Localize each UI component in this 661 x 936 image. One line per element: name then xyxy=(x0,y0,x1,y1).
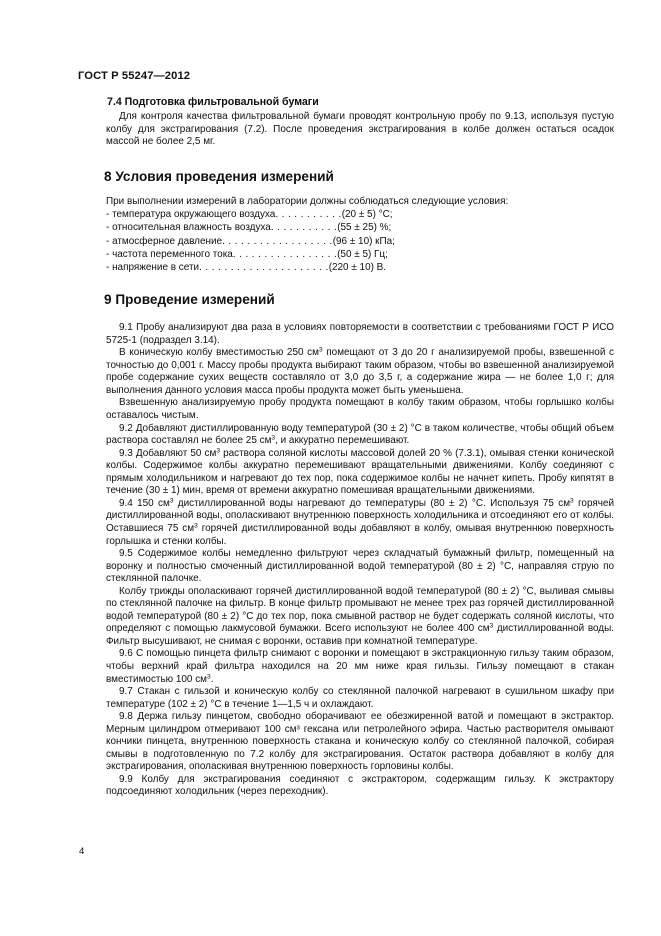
document-header: ГОСТ Р 55247—2012 xyxy=(78,70,191,82)
condition-item xyxy=(106,261,614,274)
paragraph-9-1-placement: Взвешенную анализируемую пробу продукта помещают в колбу таким образом, чтобы горлышко колбы оставалось чистым. xyxy=(106,397,614,422)
condition-value: (220 ± 10) В. xyxy=(328,262,387,273)
section-8-intro: При выполнении измерений в лаборатории должны соблюдаться следующие условия: xyxy=(106,195,509,207)
subsection-7-4-heading: 7.4 Подготовка фильтровальной бумаги xyxy=(107,96,319,108)
page-number: 4 xyxy=(79,846,85,857)
condition-label: - напряжение в сети xyxy=(106,262,200,273)
condition-label: - атмосферное давление xyxy=(106,235,223,247)
section-8-heading: 8 Условия проведения измерений xyxy=(104,168,334,184)
condition-label: - частота переменного тока xyxy=(106,248,233,260)
condition-leader: . . . . . . . . . . . . . . . . . . . . . xyxy=(199,262,329,273)
condition-value: (20 ± 5) °С; xyxy=(341,209,393,221)
condition-item xyxy=(106,248,614,261)
paragraph-9-1-sample: В коническую колбу вместимостью 250 $см^3$ помещают от 3 до 20 г анализируемой пробы, взвешенной с точностью до 0,001 г. Массу пробы продукта выбирают таким образом, чтобы во взвешенной анализируемой пробе содержание сухих веществ составляло от 3,0 до 3,5 г, а содержание жира — не более 1,0 г; для выполнения данного условия масса пробы продукта может быть уменьшена. xyxy=(106,346,614,396)
subsection-7-4-text: Для контроля качества фильтровальной бумаги проводят контрольную пробу по 9.13, используя пустую колбу для экстрагирования (7.2). После проведения экстрагирования в колбе должен остаться осадок массой не более 2,5 мг. xyxy=(106,111,614,148)
paragraph-9-5: 9.5 Содержимое колбы немедленно фильтруют через складчатый бумажный фильтр, помещенный на воронку и полностью смоченный дистиллированной водой температурой (80 ± 2) °С, направляя струю по стеклянной палочке. xyxy=(106,548,614,585)
condition-leader: . . . . . . . . . . . . . . . . . . xyxy=(222,235,333,247)
paragraph-9-7: 9.7 Стакан с гильзой и коническую колбу со стеклянной палочкой нагревают в сушильном шкафу при температуре (102 ± 2) °С в течение 1—1,5 ч и охлаждают. xyxy=(106,686,614,710)
conditions-list xyxy=(106,208,614,274)
condition-value: (96 ± 10) кПа; xyxy=(332,235,395,247)
paragraph-9-9: 9.9 Колбу для экстрагирования соединяют с экстрактором, содержащим гильзу. К экстрактору подсоединяют холодильник (через переходник). xyxy=(106,773,614,798)
condition-leader: . . . . . . . . . . . . . . . . . xyxy=(232,248,338,260)
condition-value: (55 ± 25) %; xyxy=(337,222,392,234)
paragraph-9-3: 9.3 Добавляют 50 $см^3$ раствора соляной кислоты массовой долей 20 % (7.3.1), омывая стенки конической колбы. Содержимое колбы аккуратно перемешивают вращательными движениями. Колбу соединяют с прямым холодильником и нагревают до тех пор, пока содержимое колбы не начнет кипеть. Пробу кипятят в течение (30 ± 1) мин, время от времени аккуратно помешивая вращательными движениями. xyxy=(106,447,614,497)
condition-leader: . . . . . . . . . . . xyxy=(270,222,338,234)
section-9-heading: 9 Проведение измерений xyxy=(104,292,275,308)
paragraph-9-5-rinse: Колбу трижды ополаскивают горячей дистиллированной водой температурой (80 ± 2) °С, выливая смывы по стеклянной палочке на фильтр. В конце фильтр промывают не менее трех раз горячей дистиллированной водой температурой (80 ± 2) °С до тех пор, пока смывной раствор не будет содержать соляной кислоты, что определяют с помощью лакмусовой бумажки. Всего используют не более 400 $см^3$ дистиллированной воды. Фильтр высушивают, не снимая с воронки, оставив при комнатной температуре. xyxy=(106,585,614,647)
paragraph-9-1: 9.1 Пробу анализируют два раза в условиях повторяемости в соответствии с требованиями ГОСТ Р ИСО 5725-1 (подраздел 3.14). xyxy=(106,322,614,346)
condition-item xyxy=(106,208,614,221)
condition-label: - относительная влажность воздуха xyxy=(106,222,271,234)
condition-item xyxy=(106,235,614,248)
paragraph-9-6: 9.6 С помощью пинцета фильтр снимают с воронки и помещают в экстракционную гильзу таким образом, чтобы верхний край фильтра находился на 20 мм ниже края гильзы. Гильзу помещают в стакан вместимостью 100 $см^3$. xyxy=(106,648,614,685)
paragraph-9-2: 9.2 Добавляют дистиллированную воду температурой (30 ± 2) °С в таком количестве, чтобы общий объем раствора составлял не более 25 $см^3$, и аккуратно перемешивают. xyxy=(106,422,614,447)
paragraph-9-8: 9.8 Держа гильзу пинцетом, свободно оборачивают ее обезжиренной ватой и помещают в экстрактор. Мерным цилиндром отмеривают 100 см³ гексана или петролейного эфира. Частью растворителя омывают кончики пинцета, внутреннюю поверхность стакана и коническую колбу со стеклянной палочкой, собирая смывы в подготовленную по 7.2 колбу для экстрагирования. Остаток раствора добавляют в колбу для экстрагирования, ополаскивая внутреннюю поверхность горловины колбы. xyxy=(106,711,614,773)
condition-item xyxy=(106,221,614,234)
condition-value: (50 ± 5) Гц; xyxy=(337,248,388,260)
condition-label: - температура окружающего воздуха xyxy=(106,209,276,221)
paragraph-9-4: 9.4 150 $см^3$ дистиллированной воды нагревают до температуры (80 ± 2) °С. Используя 75 $см^3$ горячей дистиллированной воды, ополаскивают внутреннюю поверхность холодильника и отсоединяют его от колбы. Оставшиеся 75 $см^3$ горячей дистиллированной воды добавляют в колбу, омывая внутреннюю поверхность горлышка и стенки колбы. xyxy=(106,497,615,547)
page-content xyxy=(106,96,614,799)
condition-leader: . . . . . . . . . . . xyxy=(275,209,342,221)
